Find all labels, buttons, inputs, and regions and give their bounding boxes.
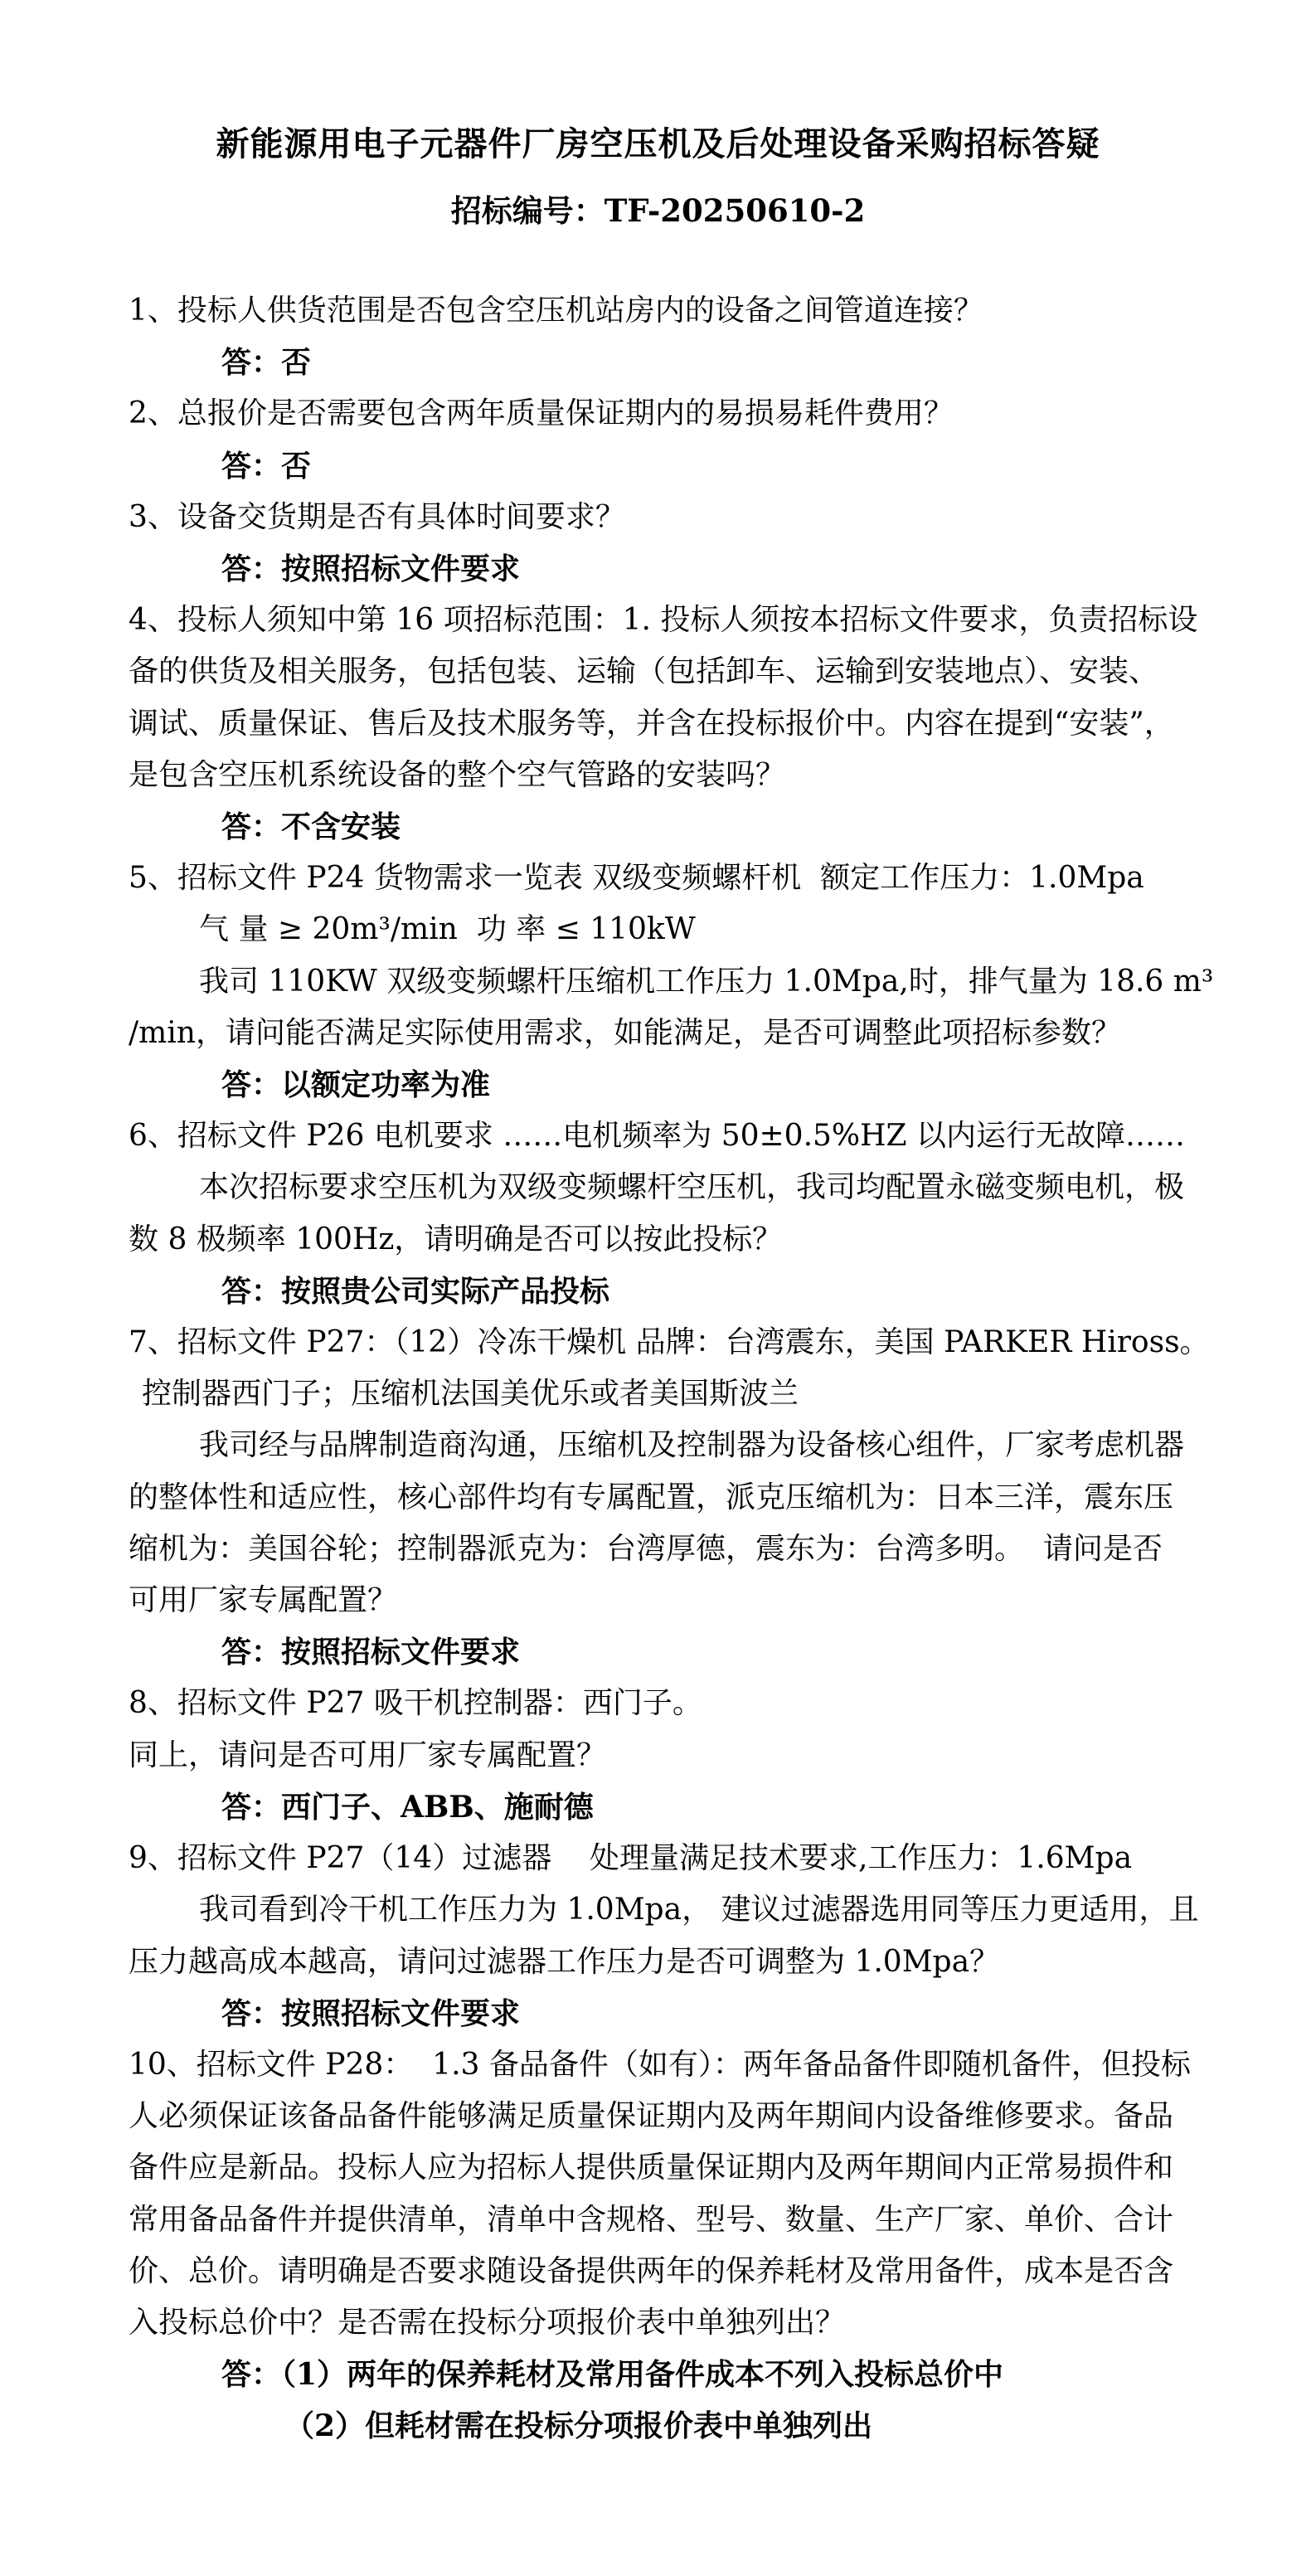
document-body <box>129 285 1214 2452</box>
question-8-line-2: 同上，请问是否可用厂家专属配置？ <box>129 1738 607 1772</box>
question-10-line-4: 常用备品备件并提供清单，清单中含规格、型号、数量、生产厂家、单价、合计 <box>129 2202 1174 2237</box>
question-9-line-2: 我司看到冷干机工作压力为 1.0Mpa， 建议过滤器选用同等压力更适用，且 <box>199 1893 1199 1927</box>
document-title: 新能源用电子元器件厂房空压机及后处理设备采购招标答疑 <box>216 124 1100 163</box>
question-2: 2、总报价是否需要包含两年质量保证期内的易损易耗件费用？ <box>129 396 954 431</box>
answer-1: 答：否 <box>221 345 312 381</box>
question-10-line-2: 人必须保证该备品备件能够满足质量保证期内及两年期间内设备维修要求。备品 <box>129 2099 1174 2134</box>
question-9-line-1: 9、招标文件 P27（14）过滤器 处理量满足技术要求,工作压力：1.6Mpa <box>129 1841 1133 1876</box>
question-4-line-2: 备的供货及相关服务，包括包装、运输（包括卸车、运输到安装地点）、安装、 <box>129 654 1159 689</box>
answer-10-line-1: 答：（1）两年的保养耗材及常用备件成本不列入投标总价中 <box>221 2357 1004 2393</box>
question-7-line-4: 的整体性和适应性，核心部件均有专属配置，派克压缩机为：日本三洋，震东压 <box>129 1480 1174 1514</box>
question-6-line-3: 数 8 极频率 100Hz，请明确是否可以按此投标？ <box>129 1222 783 1256</box>
question-7-line-3: 我司经与品牌制造商沟通，压缩机及控制器为设备核心组件，厂家考虑机器 <box>199 1428 1185 1463</box>
question-10-line-5: 价、总价。请明确是否要求随设备提供两年的保养耗材及常用备件，成本是否含 <box>129 2253 1174 2288</box>
answer-5: 答：以额定功率为准 <box>221 1067 491 1103</box>
question-5-line-4: /min，请问能否满足实际使用需求，如能满足，是否可调整此项招标参数？ <box>129 1015 1121 1050</box>
question-5-line-1: 5、招标文件 P24 货物需求一览表 双级变频螺杆机 额定工作压力：1.0Mpa <box>129 861 1144 896</box>
question-10-line-1: 10、招标文件 P28： 1.3 备品备件（如有）：两年备品备件即随机备件，但投标 <box>129 2047 1191 2082</box>
question-8-line-1: 8、招标文件 P27 吸干机控制器：西门子。 <box>129 1686 702 1721</box>
question-10-line-6: 入投标总价中？是否需在投标分项报价表中单独列出？ <box>129 2305 846 2340</box>
question-5-line-2: 气 量 ≥ 20m³/min 功 率 ≤ 110kW <box>199 912 696 947</box>
question-5-line-3: 我司 110KW 双级变频螺杆压缩机工作压力 1.0Mpa,时，排气量为 18.6 m³ <box>199 964 1214 999</box>
question-3: 3、设备交货期是否有具体时间要求？ <box>129 499 625 534</box>
answer-7: 答：按照招标文件要求 <box>221 1635 521 1670</box>
tender-number-value: TF-20250610-2 <box>604 192 866 229</box>
tender-number-label: 招标编号： <box>450 192 605 229</box>
question-7-line-1: 7、招标文件 P27：（12）冷冻干燥机 品牌：台湾震东，美国 PARKER Hiross。 <box>129 1325 1210 1360</box>
question-6-line-2: 本次招标要求空压机为双级变频螺杆空压机，我司均配置永磁变频电机，极 <box>199 1170 1185 1205</box>
question-1: 1、投标人供货范围是否包含空压机站房内的设备之间管道连接？ <box>129 294 983 328</box>
answer-4: 答：不含安装 <box>221 809 401 845</box>
answer-6: 答：按照贵公司实际产品投标 <box>221 1273 610 1309</box>
question-4-line-4: 是包含空压机系统设备的整个空气管路的安装吗？ <box>129 757 786 792</box>
question-4-line-1: 4、投标人须知中第 16 项招标范围：1. 投标人须按本招标文件要求，负责招标设 <box>129 603 1198 638</box>
question-9-line-3: 压力越高成本越高，请问过滤器工作压力是否可调整为 1.0Mpa？ <box>129 1944 1000 1979</box>
question-6-line-1: 6、招标文件 P26 电机要求 ……电机频率为 50±0.5%HZ 以内运行无故障…… <box>129 1119 1185 1154</box>
answer-10-line-2: （2）但耗材需在投标分项报价表中单独列出 <box>284 2408 873 2444</box>
answer-3: 答：按照招标文件要求 <box>221 552 521 587</box>
question-4-line-3: 调试、质量保证、售后及技术服务等，并含在投标报价中。内容在提到“安装”， <box>129 706 1174 741</box>
question-7-line-5: 缩机为：美国谷轮；控制器派克为：台湾厚德，震东为：台湾多明。 请问是否 <box>129 1531 1163 1566</box>
document-subtitle <box>129 192 1187 229</box>
answer-2: 答：否 <box>221 448 312 484</box>
question-10-line-3: 备件应是新品。投标人应为招标人提供质量保证期内及两年期间内正常易损件和 <box>129 2151 1174 2185</box>
question-7-line-6: 可用厂家专属配置？ <box>129 1583 398 1618</box>
answer-8: 答：西门子、ABB、施耐德 <box>221 1789 594 1825</box>
answer-9: 答：按照招标文件要求 <box>221 1995 521 2031</box>
question-7-line-2: 控制器西门子；压缩机法国美优乐或者美国斯波兰 <box>142 1377 799 1412</box>
